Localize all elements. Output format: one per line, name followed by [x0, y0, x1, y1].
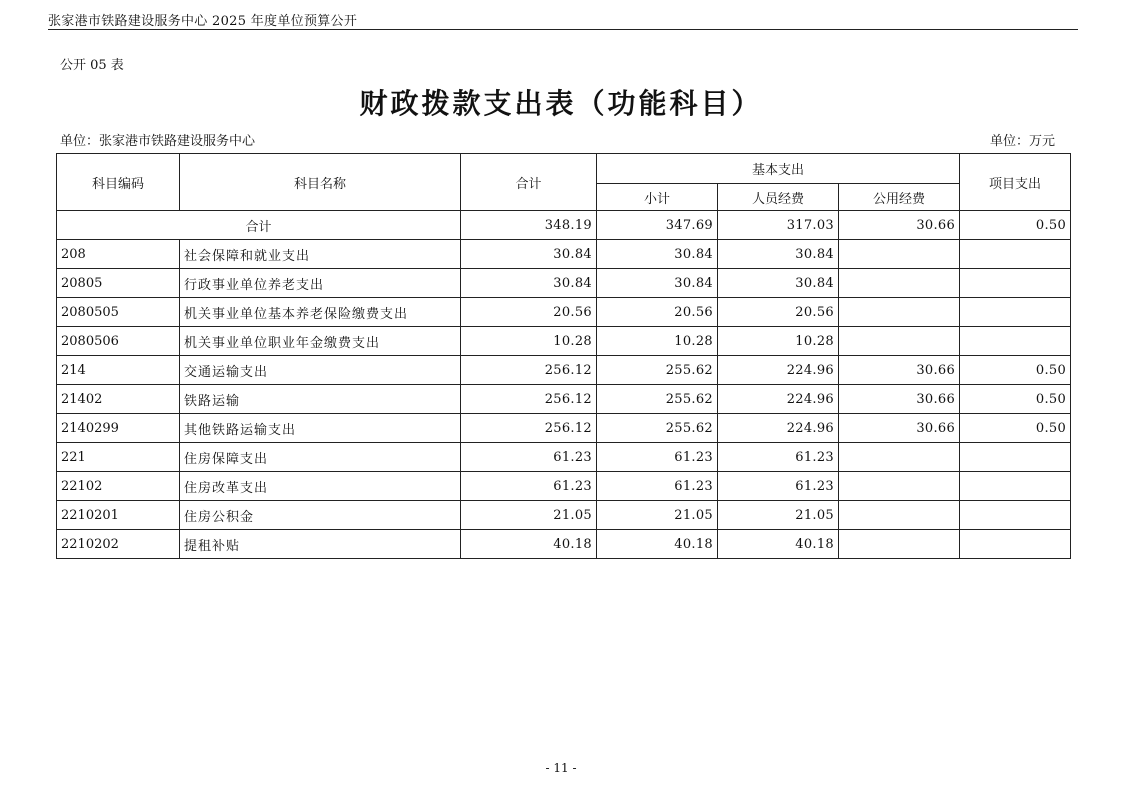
total-cell: 348.19: [461, 211, 597, 240]
project-cell: [960, 443, 1071, 472]
subtotal-cell: 30.84: [597, 240, 718, 269]
table-row: [57, 530, 1071, 559]
personnel-cell: 224.96: [718, 356, 839, 385]
public-cell: [839, 501, 960, 530]
total-cell: 20.56: [461, 298, 597, 327]
public-cell: 30.66: [839, 356, 960, 385]
name-cell: 行政事业单位养老支出: [180, 269, 461, 298]
project-cell: [960, 501, 1071, 530]
document-header: 张家港市铁路建设服务中心 2025 年度单位预算公开: [48, 14, 358, 29]
personnel-cell: 61.23: [718, 443, 839, 472]
table-row: [57, 327, 1071, 356]
total-row: [57, 211, 1071, 240]
name-cell: 交通运输支出: [180, 356, 461, 385]
subtotal-cell: 21.05: [597, 501, 718, 530]
header-rule: [48, 29, 1078, 30]
code-cell: 2080506: [57, 327, 180, 356]
page-title: 财政拨款支出表（功能科目）: [359, 87, 763, 120]
col-header-public: 公用经费: [839, 184, 960, 211]
personnel-cell: 20.56: [718, 298, 839, 327]
code-cell: 2080505: [57, 298, 180, 327]
subtotal-cell: 255.62: [597, 385, 718, 414]
project-cell: [960, 530, 1071, 559]
public-cell: [839, 472, 960, 501]
budget-table: [56, 153, 1071, 559]
personnel-cell: 21.05: [718, 501, 839, 530]
currency-unit-label: 单位：万元: [990, 134, 1056, 149]
table-row: [57, 443, 1071, 472]
project-cell: 0.50: [960, 385, 1071, 414]
total-cell: 30.84: [461, 240, 597, 269]
code-cell: 22102: [57, 472, 180, 501]
name-cell: 其他铁路运输支出: [180, 414, 461, 443]
total-cell: 40.18: [461, 530, 597, 559]
code-cell: 2140299: [57, 414, 180, 443]
table-row: [57, 501, 1071, 530]
name-cell: 铁路运输: [180, 385, 461, 414]
subtotal-cell: 20.56: [597, 298, 718, 327]
code-cell: 21402: [57, 385, 180, 414]
total-cell: 21.05: [461, 501, 597, 530]
total-cell: 30.84: [461, 269, 597, 298]
personnel-cell: 61.23: [718, 472, 839, 501]
project-cell: [960, 240, 1071, 269]
total-cell: 256.12: [461, 385, 597, 414]
col-header-code: 科目编码: [57, 154, 180, 211]
public-cell: 30.66: [839, 385, 960, 414]
code-cell: 214: [57, 356, 180, 385]
table-number: 公开 05 表: [60, 58, 124, 73]
table-row: [57, 385, 1071, 414]
subtotal-cell: 347.69: [597, 211, 718, 240]
code-cell: 208: [57, 240, 180, 269]
personnel-cell: 10.28: [718, 327, 839, 356]
public-cell: 30.66: [839, 211, 960, 240]
table-row: [57, 269, 1071, 298]
public-cell: [839, 269, 960, 298]
name-cell: 机关事业单位基本养老保险缴费支出: [180, 298, 461, 327]
table-row: [57, 356, 1071, 385]
name-cell: 住房公积金: [180, 501, 461, 530]
project-cell: [960, 327, 1071, 356]
subtotal-cell: 40.18: [597, 530, 718, 559]
table-row: [57, 414, 1071, 443]
public-cell: [839, 530, 960, 559]
public-cell: 30.66: [839, 414, 960, 443]
name-cell: 住房改革支出: [180, 472, 461, 501]
code-cell: 221: [57, 443, 180, 472]
col-header-subtotal: 小计: [597, 184, 718, 211]
name-cell: 住房保障支出: [180, 443, 461, 472]
code-cell: 20805: [57, 269, 180, 298]
personnel-cell: 30.84: [718, 269, 839, 298]
total-cell: 61.23: [461, 443, 597, 472]
subtotal-cell: 61.23: [597, 443, 718, 472]
personnel-cell: 30.84: [718, 240, 839, 269]
project-cell: [960, 472, 1071, 501]
subtotal-cell: 61.23: [597, 472, 718, 501]
subtotal-cell: 10.28: [597, 327, 718, 356]
public-cell: [839, 240, 960, 269]
total-row-label: 合计: [57, 211, 461, 240]
col-header-personnel: 人员经费: [718, 184, 839, 211]
personnel-cell: 317.03: [718, 211, 839, 240]
public-cell: [839, 298, 960, 327]
col-header-name: 科目名称: [180, 154, 461, 211]
project-cell: 0.50: [960, 414, 1071, 443]
subtotal-cell: 255.62: [597, 356, 718, 385]
project-cell: [960, 269, 1071, 298]
project-cell: [960, 298, 1071, 327]
unit-label: 单位：张家港市铁路建设服务中心: [60, 134, 256, 149]
project-cell: 0.50: [960, 211, 1071, 240]
name-cell: 机关事业单位职业年金缴费支出: [180, 327, 461, 356]
col-header-basic: 基本支出: [597, 154, 960, 184]
public-cell: [839, 443, 960, 472]
code-cell: 2210202: [57, 530, 180, 559]
table-row: [57, 472, 1071, 501]
public-cell: [839, 327, 960, 356]
total-cell: 10.28: [461, 327, 597, 356]
code-cell: 2210201: [57, 501, 180, 530]
project-cell: 0.50: [960, 356, 1071, 385]
name-cell: 社会保障和就业支出: [180, 240, 461, 269]
table-row: [57, 298, 1071, 327]
page-number: - 11 -: [545, 761, 577, 775]
col-header-total: 合计: [461, 154, 597, 211]
subtotal-cell: 255.62: [597, 414, 718, 443]
table-row: [57, 240, 1071, 269]
total-cell: 256.12: [461, 356, 597, 385]
col-header-project: 项目支出: [960, 154, 1071, 211]
total-cell: 256.12: [461, 414, 597, 443]
name-cell: 提租补贴: [180, 530, 461, 559]
total-cell: 61.23: [461, 472, 597, 501]
personnel-cell: 40.18: [718, 530, 839, 559]
subtotal-cell: 30.84: [597, 269, 718, 298]
personnel-cell: 224.96: [718, 414, 839, 443]
personnel-cell: 224.96: [718, 385, 839, 414]
